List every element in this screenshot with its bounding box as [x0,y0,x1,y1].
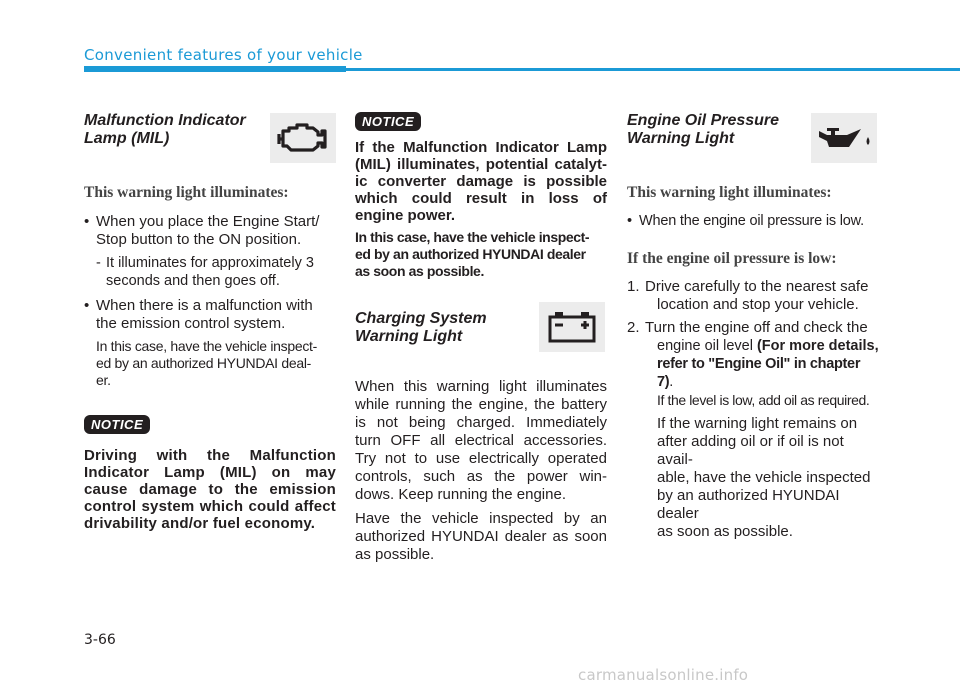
text-line: If the warning light remains on [657,415,858,432]
text-line: drivability and/or fuel economy. [84,515,316,532]
text-line: controls, such as the power win- [355,468,607,485]
section-title-mil [84,112,259,148]
title-line: Warning Light [355,328,463,345]
text-line: Try not to use electrically operated [355,450,607,467]
text-line: In this case, have the vehicle inspect- [355,229,590,245]
title-line: Engine Oil Pressure [627,112,780,129]
list-item [627,278,879,314]
notice-text [84,447,336,532]
text-line: • When the engine oil pressure is low. [639,213,864,229]
text-line: Indicator Lamp (MIL) on may [84,464,336,481]
text-line: cause damage to the emission [84,481,336,498]
text-line: location and stop your vehicle. [657,296,859,313]
cross-reference: (For more details, [756,338,879,354]
column-charging-system [355,112,607,564]
list-item [627,319,879,409]
text-line: is not being charged. Immediately [355,414,607,431]
text-line: ic converter damage is possible [355,173,607,190]
text-line: able, have the vehicle inspected [657,469,871,486]
text-line: dows. Keep running the engine. [355,486,566,503]
column-engine-oil [627,110,879,541]
list-number: 1. [627,278,640,295]
notice-badge: NOTICE [355,112,421,131]
battery-icon [539,302,605,352]
text-line: as possible. [355,546,435,563]
list-item [627,212,879,230]
text-line: • When you place the Engine Start/ [96,213,320,230]
text-line: If the level is low, add oil as required. [657,392,870,408]
title-line: Charging System [355,310,487,327]
text-line: seconds and then goes off. [106,273,280,289]
header-rule-accent [84,66,346,72]
text-line: • When there is a malfunction with [96,297,313,314]
header-title: Convenient features of your vehicle [84,46,363,64]
text-line: Have the vehicle inspected by an [355,510,607,527]
oil-can-icon [811,113,877,163]
text-line: after adding oil or if oil is not avail- [657,433,844,468]
watermark: carmanualsonline.info [578,666,749,684]
text-line: Stop button to the ON position. [96,231,302,248]
title-line: Malfunction Indicator [84,112,246,129]
text-line: turn OFF all electrical accessories. [355,432,607,449]
text-line: - It illuminates for approximately 3 [106,255,314,271]
list-item-note [84,338,336,389]
paragraph [355,378,607,504]
list-item [84,213,336,249]
paragraph [355,510,607,564]
text-line: which could result in loss of [355,190,607,207]
text-line: ed by an authorized HYUNDAI dealer [355,246,586,262]
sub-heading: If the engine oil pressure is low: [627,250,837,267]
notice-badge: NOTICE [84,415,150,434]
text-line: Drive carefully to the nearest safe [645,278,869,295]
text-line: When this warning light illuminates [355,378,607,395]
text-line: as soon as possible. [657,523,793,540]
text-line: In this case, have the vehicle inspect- [96,338,317,354]
sub-heading: This warning light illuminates: [627,184,832,201]
cross-reference: refer to "Engine Oil" in chapter 7) [657,356,861,390]
text-line: ed by an authorized HYUNDAI deal- [96,355,311,371]
text-line: If the Malfunction Indicator Lamp [355,139,607,156]
text-line: by an authorized HYUNDAI dealer [657,487,840,522]
text-line: authorized HYUNDAI dealer as soon [355,528,607,545]
text-line [645,337,879,355]
notice-text-secondary [355,229,607,280]
column-malfunction-indicator [84,110,336,532]
engine-check-icon [270,113,336,163]
text-line: control system which could affect [84,498,336,515]
text-line: engine power. [355,207,456,224]
text-line: as soon as possible. [355,263,484,279]
title-line: Warning Light [627,130,735,147]
text-line: while running the engine, the battery [355,396,607,413]
list-item [84,254,336,290]
text-line: Driving with the Malfunction [84,447,336,464]
notice-wrap [84,415,336,434]
text-line: Turn the engine off and check the [645,319,868,336]
title-line: Lamp (MIL) [84,130,170,147]
text-line: er. [96,372,111,388]
list-item-note [627,415,879,541]
text-line: (MIL) illuminates, potential catalyt- [355,156,607,173]
text-line [645,355,879,391]
text-line: the emission control system. [96,315,286,332]
text-span: . [669,374,674,390]
section-title-charging [355,310,530,346]
section-title-oil-pressure [627,112,802,148]
list-item [84,297,336,333]
list-number: 2. [627,319,640,336]
page-number: 3-66 [84,632,116,648]
notice-text [355,139,607,224]
sub-heading: This warning light illuminates: [84,184,289,201]
text-span: engine oil level [657,338,757,354]
